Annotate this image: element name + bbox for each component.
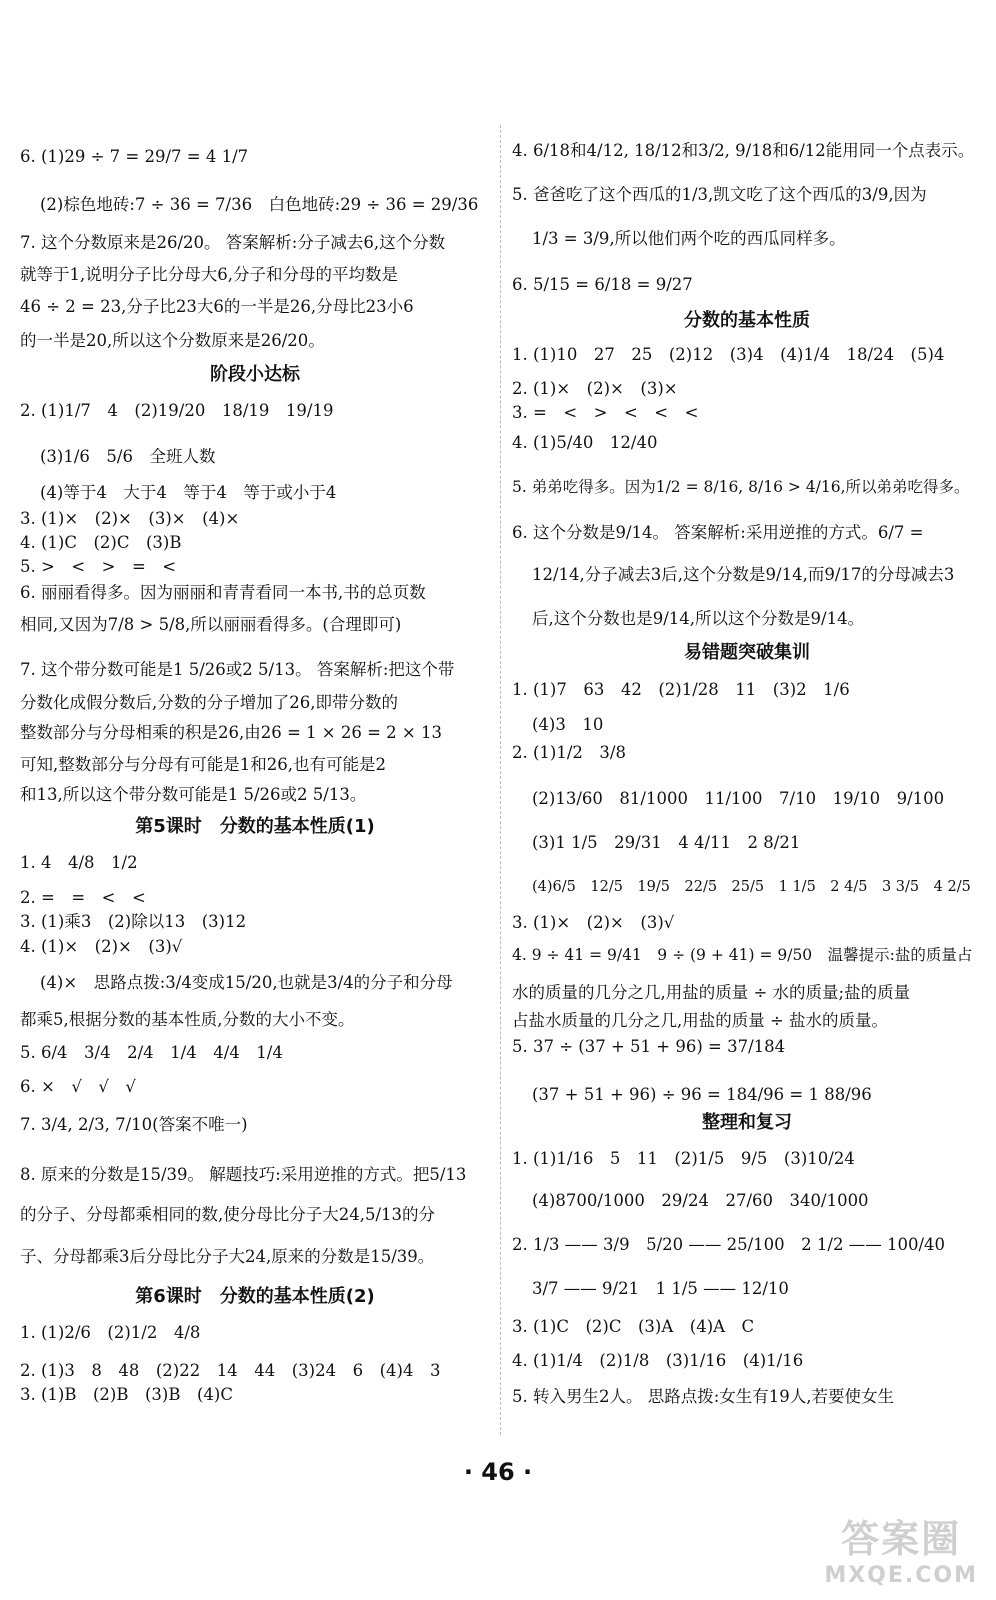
answer-line: (37 + 51 + 96) ÷ 96 = 184/96 = 1 88/96 <box>532 1085 872 1104</box>
answer-line: 后,这个分数也是9/14,所以这个分数是9/14。 <box>532 609 865 628</box>
answer-line: 1. (1)7 63 42 (2)1/28 11 (3)2 1/6 <box>512 680 850 699</box>
answer-line: (4)6/5 12/5 19/5 22/5 25/5 1 1/5 2 4/5 3 3/5 4 2/5 <box>532 879 971 895</box>
answer-line: 1. (1)1/16 5 11 (2)1/5 9/5 (3)10/24 <box>512 1149 855 1168</box>
answer-line: (2)13/60 81/1000 11/100 7/10 19/10 9/100 <box>532 789 945 808</box>
answer-line: 3/7 —— 9/21 1 1/5 —— 12/10 <box>532 1279 789 1298</box>
watermark-url: MXQE.COM <box>824 1563 978 1588</box>
section-heading: 整理和复习 <box>702 1112 792 1133</box>
answer-line: 3. = < > < < < <box>512 403 699 422</box>
answer-line: (3)1 1/5 29/31 4 4/11 2 8/21 <box>532 833 801 852</box>
section-heading: 分数的基本性质 <box>684 310 810 331</box>
answer-line: 3. (1)乘3 (2)除以13 (3)12 <box>20 912 247 931</box>
answer-line: 3. (1)B (2)B (3)B (4)C <box>20 1385 233 1404</box>
answer-line: 1/3 = 3/9,所以他们两个吃的西瓜同样多。 <box>532 229 846 248</box>
answer-line: 4. (1)5/40 12/40 <box>512 433 658 452</box>
answer-line: 5. 6/4 3/4 2/4 1/4 4/4 1/4 <box>20 1043 283 1062</box>
page-number: · 46 · <box>463 1458 533 1486</box>
answer-line: 5. 转入男生2人。 思路点拨:女生有19人,若要使女生 <box>512 1387 895 1406</box>
answer-line: 4. 9 ÷ 41 = 9/41 9 ÷ (9 + 41) = 9/50 温馨提示:盐的质量占 <box>512 946 973 964</box>
answer-line: 4. (1)1/4 (2)1/8 (3)1/16 (4)1/16 <box>512 1351 804 1370</box>
answer-line: 分数化成假分数后,分数的分子增加了26,即带分数的 <box>20 693 398 712</box>
answer-line: 就等于1,说明分子比分母大6,分子和分母的平均数是 <box>20 265 398 284</box>
answer-line: 3. (1)× (2)× (3)√ <box>512 913 675 932</box>
answer-line: 5. > < > = < <box>20 557 177 576</box>
section-heading: 阶段小达标 <box>210 364 300 385</box>
answer-line: 1. 4 4/8 1/2 <box>20 853 138 872</box>
answer-line: 3. (1)C (2)C (3)A (4)A C <box>512 1317 755 1336</box>
answer-line: 都乘5,根据分数的基本性质,分数的大小不变。 <box>20 1010 355 1029</box>
section-heading: 第6课时 分数的基本性质(2) <box>135 1286 375 1307</box>
answer-line: 可知,整数部分与分母有可能是1和26,也有可能是2 <box>20 755 386 774</box>
answer-line: 3. (1)× (2)× (3)× (4)× <box>20 509 240 528</box>
answer-line: 相同,又因为7/8 > 5/8,所以丽丽看得多。(合理即可) <box>20 615 402 634</box>
answer-line: 2. = = < < <box>20 888 146 907</box>
answer-line: 5. 弟弟吃得多。因为1/2 = 8/16, 8/16 > 4/16,所以弟弟吃得多。 <box>512 478 970 496</box>
answer-line: 2. (1)× (2)× (3)× <box>512 379 678 398</box>
answer-line: 2. (1)3 8 48 (2)22 14 44 (3)24 6 (4)4 3 <box>20 1361 441 1380</box>
answer-line: 2. (1)1/7 4 (2)19/20 18/19 19/19 <box>20 401 334 420</box>
answer-line: 6. 这个分数是9/14。 答案解析:采用逆推的方式。6/7 = <box>512 523 924 542</box>
answer-line: 6. × √ √ √ <box>20 1077 136 1096</box>
answer-line: 5. 37 ÷ (37 + 51 + 96) = 37/184 <box>512 1037 786 1056</box>
answer-line: 7. 3/4, 2/3, 7/10(答案不唯一) <box>20 1115 248 1134</box>
answer-line: 1. (1)10 27 25 (2)12 (3)4 (4)1/4 18/24 (5)4 <box>512 345 945 364</box>
answer-line: (2)棕色地砖:7 ÷ 36 = 7/36 白色地砖:29 ÷ 36 = 29/36 <box>40 195 479 214</box>
answer-line: 占盐水质量的几分之几,用盐的质量 ÷ 盐水的质量。 <box>512 1011 889 1030</box>
answer-line: 2. (1)1/2 3/8 <box>512 743 626 762</box>
section-heading: 第5课时 分数的基本性质(1) <box>135 816 375 837</box>
watermark-text: 答案圈 <box>841 1517 962 1561</box>
answer-line: 的一半是20,所以这个分数原来是26/20。 <box>20 331 325 350</box>
answer-line: 8. 原来的分数是15/39。 解题技巧:采用逆推的方式。把5/13 <box>20 1165 467 1184</box>
column-divider <box>500 125 501 1435</box>
answer-line: 的分子、分母都乘相同的数,使分母比分子大24,5/13的分 <box>20 1205 436 1224</box>
answer-line: 4. (1)× (2)× (3)√ <box>20 937 183 956</box>
answer-line: 5. 爸爸吃了这个西瓜的1/3,凯文吃了这个西瓜的3/9,因为 <box>512 185 927 204</box>
answer-line: 整数部分与分母相乘的积是26,由26 = 1 × 26 = 2 × 13 <box>20 723 442 742</box>
answer-line: 子、分母都乘3后分母比分子大24,原来的分数是15/39。 <box>20 1247 435 1266</box>
answer-line: 6. 5/15 = 6/18 = 9/27 <box>512 275 693 294</box>
answer-line: 4. 6/18和4/12, 18/12和3/2, 9/18和6/12能用同一个点表示。 <box>512 141 975 160</box>
answer-line: 1. (1)2/6 (2)1/2 4/8 <box>20 1323 201 1342</box>
answer-line: 7. 这个分数原来是26/20。 答案解析:分子减去6,这个分数 <box>20 233 446 252</box>
answer-line: 2. 1/3 —— 3/9 5/20 —— 25/100 2 1/2 —— 100/40 <box>512 1235 946 1254</box>
answer-line: 46 ÷ 2 = 23,分子比23大6的一半是26,分母比23小6 <box>20 297 414 316</box>
answer-line: (3)1/6 5/6 全班人数 <box>40 447 216 466</box>
section-heading: 易错题突破集训 <box>684 642 810 663</box>
answer-line: (4)等于4 大于4 等于4 等于或小于4 <box>40 483 337 502</box>
answer-line: (4)8700/1000 29/24 27/60 340/1000 <box>532 1191 869 1210</box>
watermark-logo <box>824 1508 978 1588</box>
answer-line: (4)3 10 <box>532 715 604 734</box>
answer-line: 12/14,分子减去3后,这个分数是9/14,而9/17的分母减去3 <box>532 565 955 584</box>
answer-line: (4)× 思路点拨:3/4变成15/20,也就是3/4的分子和分母 <box>40 973 453 992</box>
answer-line: 7. 这个带分数可能是1 5/26或2 5/13。 答案解析:把这个带 <box>20 660 455 679</box>
answer-line: 4. (1)C (2)C (3)B <box>20 533 182 552</box>
answer-line: 水的质量的几分之几,用盐的质量 ÷ 水的质量;盐的质量 <box>512 983 911 1002</box>
answer-line: 和13,所以这个带分数可能是1 5/26或2 5/13。 <box>20 785 367 804</box>
answer-line: 6. 丽丽看得多。因为丽丽和青青看同一本书,书的总页数 <box>20 583 426 602</box>
answer-line: 6. (1)29 ÷ 7 = 29/7 = 4 1/7 <box>20 147 249 166</box>
